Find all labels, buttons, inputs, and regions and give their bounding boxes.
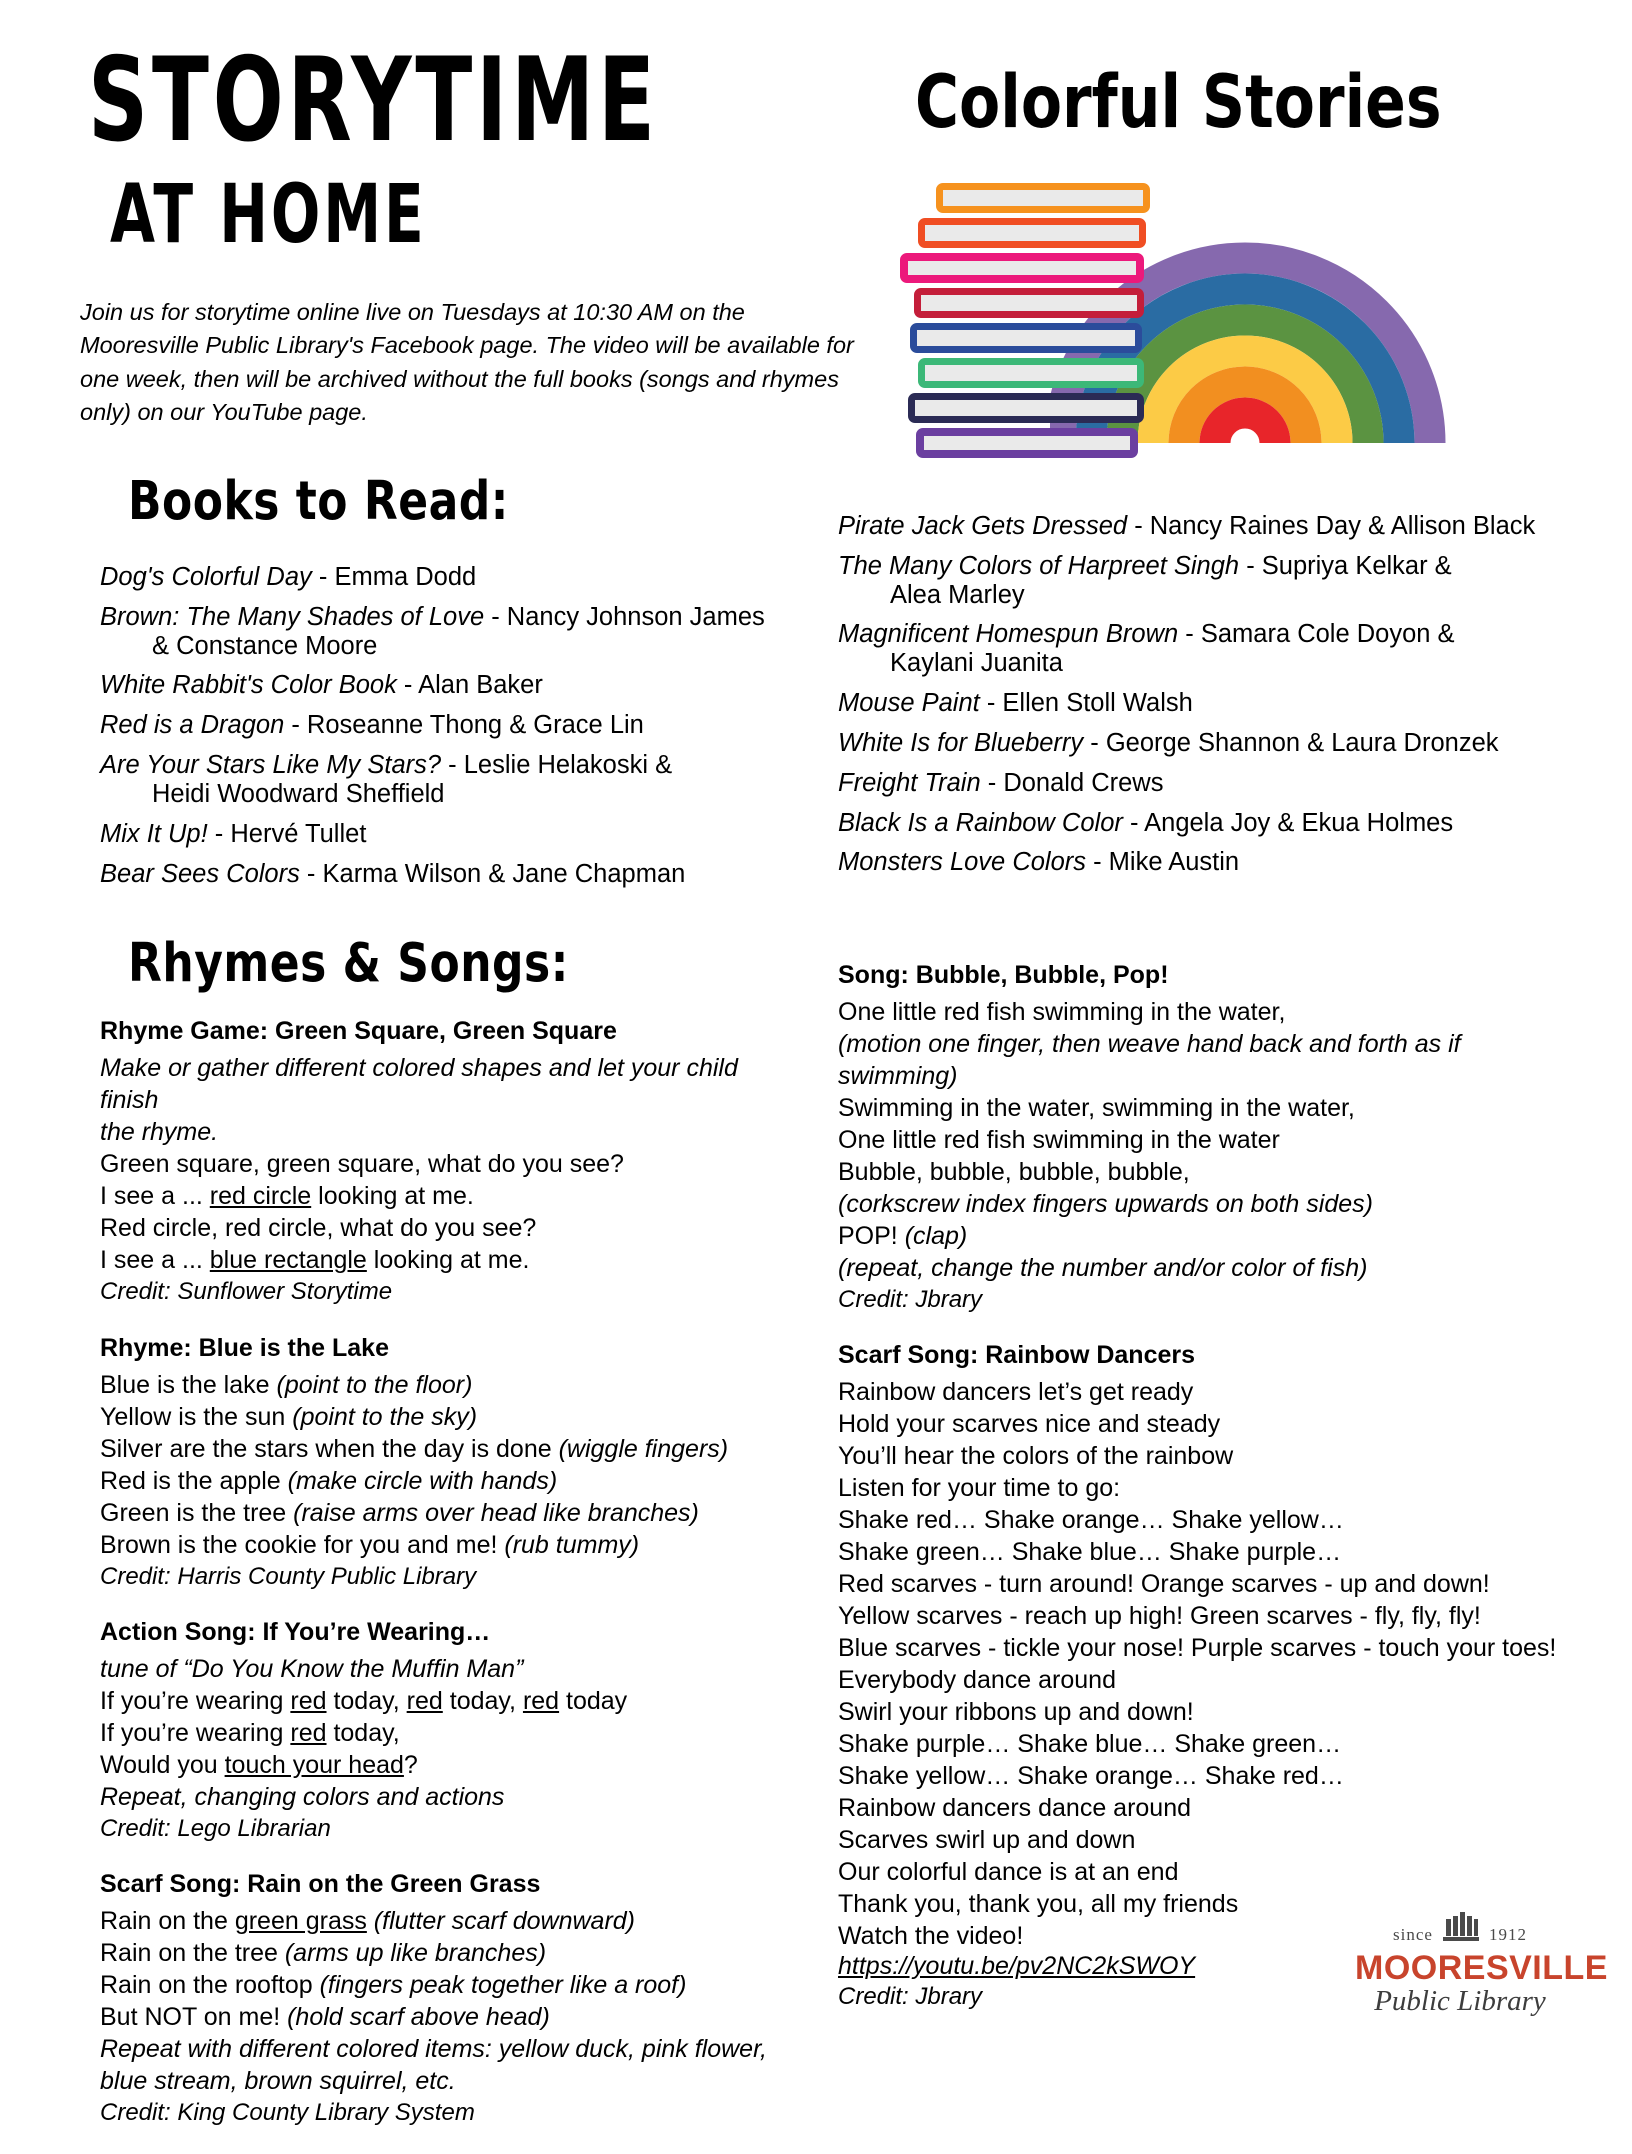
book-title: Black Is a Rainbow Color [838, 808, 1123, 837]
rhyme-line: Repeat, changing colors and actions [100, 1782, 505, 1811]
video-link[interactable]: https://youtu.be/pv2NC2kSWOY [838, 1952, 1196, 1981]
rhyme-credit: Credit: Jbrary [838, 1983, 983, 2011]
rhyme-title: Rhyme: Blue is the Lake [100, 1333, 389, 1362]
books-to-read-list [100, 563, 800, 888]
logo-library-name: MOORESVILLE [1355, 1949, 1608, 1987]
book-author: - Nancy Raines Day & Allison Black [1127, 512, 1536, 540]
underlined-word: red [290, 1718, 327, 1747]
underlined-word: red [522, 1686, 560, 1715]
rhyme-line: Green is the tree (raise arms over head like branches) [100, 1498, 699, 1527]
book-author: - George Shannon & Laura Dronzek [1083, 728, 1499, 757]
rhyme-line: Red is the apple (make circle with hands) [100, 1466, 558, 1495]
book-list-item [838, 769, 1558, 798]
book-title: Red is a Dragon [100, 711, 285, 740]
rhyme-line: Scarves swirl up and down [838, 1826, 1136, 1855]
book-author: - Roseanne Thong & Grace Lin [284, 711, 644, 740]
rhyme-line: Thank you, thank you, all my friends [838, 1890, 1239, 1919]
stage-direction: (flutter scarf downward) [366, 1906, 635, 1935]
stage-direction: (raise arms over head like branches) [293, 1498, 699, 1527]
book-author: - Mike Austin [1086, 848, 1240, 877]
page-title: STORYTIME [88, 33, 659, 169]
book-title: Mouse Paint [838, 689, 980, 718]
stage-direction: (hold scarf above head) [287, 2002, 550, 2031]
book-title: Monsters Love Colors [838, 848, 1087, 877]
book-author: - Hervé Tullet [207, 819, 367, 848]
rhyme-line: I see a ... blue rectangle looking at me. [100, 1246, 530, 1275]
book-author-continued: Kaylani Juanita [890, 649, 1063, 678]
rhyme-line: blue stream, brown squirrel, etc. [100, 2066, 456, 2095]
rhyme-line: (motion one finger, then weave hand back and forth as if swimming) [838, 1030, 1461, 1091]
rhyme-line: Shake red… Shake orange… Shake yellow… [838, 1506, 1344, 1535]
book-list-item [838, 512, 1558, 541]
rhyme-line: Silver are the stars when the day is done (wiggle fingers) [100, 1434, 729, 1463]
rhyme-block [838, 961, 1558, 1315]
book-author: - Leslie Helakoski & [441, 751, 673, 780]
rhyme-line: Red scarves - turn around! Orange scarves - up and down! [838, 1570, 1490, 1599]
underlined-word: green grass [234, 1906, 367, 1935]
book-list-item [838, 729, 1558, 758]
rhyme-line: tune of “Do You Know the Muffin Man” [100, 1654, 524, 1683]
book-author: - Emma Dodd [311, 563, 477, 591]
book-author: - Donald Crews [980, 768, 1164, 797]
rhyme-line: One little red fish swimming in the water, [838, 998, 1286, 1027]
book-title: Are Your Stars Like My Stars? [100, 751, 442, 780]
rhyme-credit: Credit: Jbrary [838, 1286, 983, 1314]
book-list-item [100, 711, 800, 740]
rhyme-line: Rain on the green grass (flutter scarf downward) [100, 1906, 635, 1935]
stage-direction: (point to the floor) [276, 1370, 473, 1399]
rhyme-line: You’ll hear the colors of the rainbow [838, 1442, 1234, 1471]
library-logo [1355, 1905, 1608, 2018]
book-author: - Angela Joy & Ekua Holmes [1122, 808, 1454, 837]
book-title: Mix It Up! [100, 819, 208, 848]
rhyme-title: Action Song: If You’re Wearing… [100, 1617, 491, 1646]
library-building-icon [1441, 1907, 1481, 1949]
rhyme-line: Swirl your ribbons up and down! [838, 1698, 1194, 1727]
right-column [838, 470, 1558, 2039]
left-column [100, 470, 800, 2154]
rhyme-line: Rainbow dancers let’s get ready [838, 1378, 1194, 1407]
rhymes-songs-heading-wrap [100, 932, 800, 995]
book-author-continued: & Constance Moore [152, 631, 378, 660]
stage-direction: (fingers peak together like a roof) [319, 1970, 687, 1999]
book-list-item [100, 820, 800, 849]
book-title: White Is for Blueberry [838, 728, 1084, 757]
colorful-stories-title: Colorful Stories [915, 60, 1442, 146]
book-author-continued: Alea Marley [890, 580, 1025, 609]
underlined-word: red circle [209, 1182, 312, 1211]
book-title: Magnificent Homespun Brown [838, 620, 1179, 649]
rhyme-line: (corkscrew index fingers upwards on both sides) [838, 1190, 1373, 1219]
book-title: Pirate Jack Gets Dressed [838, 512, 1128, 540]
rhyme-line: If you’re wearing red today, red today, red today [100, 1686, 628, 1715]
rhyme-line: Hold your scarves nice and steady [838, 1410, 1221, 1439]
book-author: - Karma Wilson & Jane Chapman [299, 859, 686, 888]
rhyme-line: Blue scarves - tickle your nose! Purple scarves - touch your toes! [838, 1634, 1557, 1663]
book-list-item [100, 671, 800, 700]
rhyme-line: Rain on the tree (arms up like branches) [100, 1938, 547, 1967]
book-author: - Ellen Stoll Walsh [979, 689, 1193, 718]
rhyme-line: Our colorful dance is at an end [838, 1858, 1179, 1887]
rhyme-line: Listen for your time to go: [838, 1474, 1121, 1503]
rhyme-line: Repeat with different colored items: yellow duck, pink flower, [100, 2034, 767, 2063]
stage-direction: (clap) [904, 1222, 968, 1251]
books-to-read-heading: Books to Read: [128, 470, 509, 533]
rhyme-line: One little red fish swimming in the water [838, 1126, 1280, 1155]
rhyme-credit: Credit: King County Library System [100, 2098, 475, 2126]
rhymes-and-songs-heading: Rhymes & Songs: [128, 932, 569, 995]
rhyme-line: Brown is the cookie for you and me! (rub tummy) [100, 1530, 640, 1559]
book-author: - Samara Cole Doyon & [1178, 620, 1455, 649]
rhyme-line: (repeat, change the number and/or color of fish) [838, 1254, 1368, 1283]
rhyme-credit: Credit: Lego Librarian [100, 1814, 331, 1842]
rhyme-line: But NOT on me! (hold scarf above head) [100, 2002, 550, 2031]
stage-direction: (arms up like branches) [284, 1938, 547, 1967]
rhyme-block [100, 1618, 800, 1844]
book-list-item [100, 563, 800, 592]
stage-direction: (point to the sky) [292, 1402, 478, 1431]
logo-since-label: since [1393, 1925, 1433, 1944]
rhyme-line: Shake purple… Shake blue… Shake green… [838, 1730, 1342, 1759]
book-title: White Rabbit's Color Book [100, 671, 397, 700]
book-title: The Many Colors of Harpreet Singh [838, 551, 1240, 580]
rhyme-block [100, 1334, 800, 1592]
underlined-word: touch your head [224, 1750, 404, 1779]
rhyme-line: Yellow scarves - reach up high! Green scarves - fly, fly, fly! [838, 1602, 1481, 1631]
book-list-item [838, 689, 1558, 718]
rhyme-title: Song: Bubble, Bubble, Pop! [838, 961, 1169, 990]
rhyme-line: If you’re wearing red today, [100, 1718, 400, 1747]
rhyme-line: Blue is the lake (point to the floor) [100, 1370, 473, 1399]
underlined-word: blue rectangle [209, 1246, 367, 1275]
rhyme-line: Make or gather different colored shapes and let your child finish [100, 1054, 738, 1115]
book-author: - Nancy Johnson James [484, 602, 765, 631]
rhyme-line: POP! (clap) [838, 1222, 968, 1251]
rhyme-line: the rhyme. [100, 1118, 219, 1147]
rhyme-line: I see a ... red circle looking at me. [100, 1182, 474, 1211]
book-list-item [838, 552, 1558, 610]
stage-direction: (rub tummy) [504, 1530, 640, 1559]
underlined-word: red [406, 1686, 443, 1715]
book-list-item [100, 860, 800, 889]
rhymes-left-list [100, 1017, 800, 2128]
rhyme-line: Bubble, bubble, bubble, bubble, [838, 1158, 1190, 1187]
rhyme-line: Would you touch your head? [100, 1750, 418, 1779]
colorful-stories-list [838, 512, 1558, 877]
rhyme-line: Rainbow dancers dance around [838, 1794, 1192, 1823]
rhyme-line: Rain on the rooftop (fingers peak together like a roof) [100, 1970, 687, 1999]
stage-direction: (wiggle fingers) [558, 1434, 729, 1463]
book-author: - Supriya Kelkar & [1239, 551, 1452, 580]
book-list-item [100, 751, 800, 809]
rhyme-line: Yellow is the sun (point to the sky) [100, 1402, 478, 1431]
book-title: Freight Train [838, 768, 981, 797]
stage-direction: (make circle with hands) [287, 1466, 558, 1495]
book-list-item [100, 603, 800, 661]
rhyme-line: Green square, green square, what do you see? [100, 1150, 624, 1179]
rhyme-line: Shake green… Shake blue… Shake purple… [838, 1538, 1342, 1567]
rhyme-credit: Credit: Sunflower Storytime [100, 1278, 393, 1306]
page-subtitle: AT HOME [110, 167, 427, 263]
rhyme-title: Scarf Song: Rainbow Dancers [838, 1341, 1196, 1370]
rhyme-block [100, 1870, 800, 2128]
rhyme-line: Swimming in the water, swimming in the water, [838, 1094, 1355, 1123]
book-title: Bear Sees Colors [100, 859, 300, 888]
underlined-word: red [290, 1686, 327, 1715]
rhyme-block [100, 1017, 800, 1307]
logo-year-label: 1912 [1488, 1925, 1527, 1944]
book-author-continued: Heidi Woodward Sheffield [152, 779, 445, 808]
rhymes-right-list [838, 961, 1558, 2012]
book-list-item [838, 809, 1558, 838]
book-author: - Alan Baker [396, 671, 543, 700]
book-list-item [838, 848, 1558, 877]
intro-paragraph: Join us for storytime online live on Tuesdays at 10:30 AM on the Mooresville Public Library's Facebook page. The video will be available for one week, then will be archived without the full books (songs and rhymes only) on our YouTube page. [80, 299, 854, 426]
rhyme-line: Shake yellow… Shake orange… Shake red… [838, 1762, 1344, 1791]
book-title: Brown: The Many Shades of Love [100, 602, 485, 631]
rhyme-title: Rhyme Game: Green Square, Green Square [100, 1017, 617, 1046]
book-title: Dog's Colorful Day [100, 563, 312, 591]
rhyme-line: Red circle, red circle, what do you see? [100, 1214, 537, 1243]
logo-library-subtitle: Public Library [1374, 1985, 1546, 2017]
rhyme-line: Everybody dance around [838, 1666, 1116, 1695]
book-list-item [838, 620, 1558, 678]
rhyme-title: Scarf Song: Rain on the Green Grass [100, 1869, 541, 1898]
rhyme-credit: Credit: Harris County Public Library [100, 1562, 477, 1590]
rhyme-line: Watch the video! [838, 1922, 1024, 1951]
logo-top-row [1355, 1905, 1565, 1949]
